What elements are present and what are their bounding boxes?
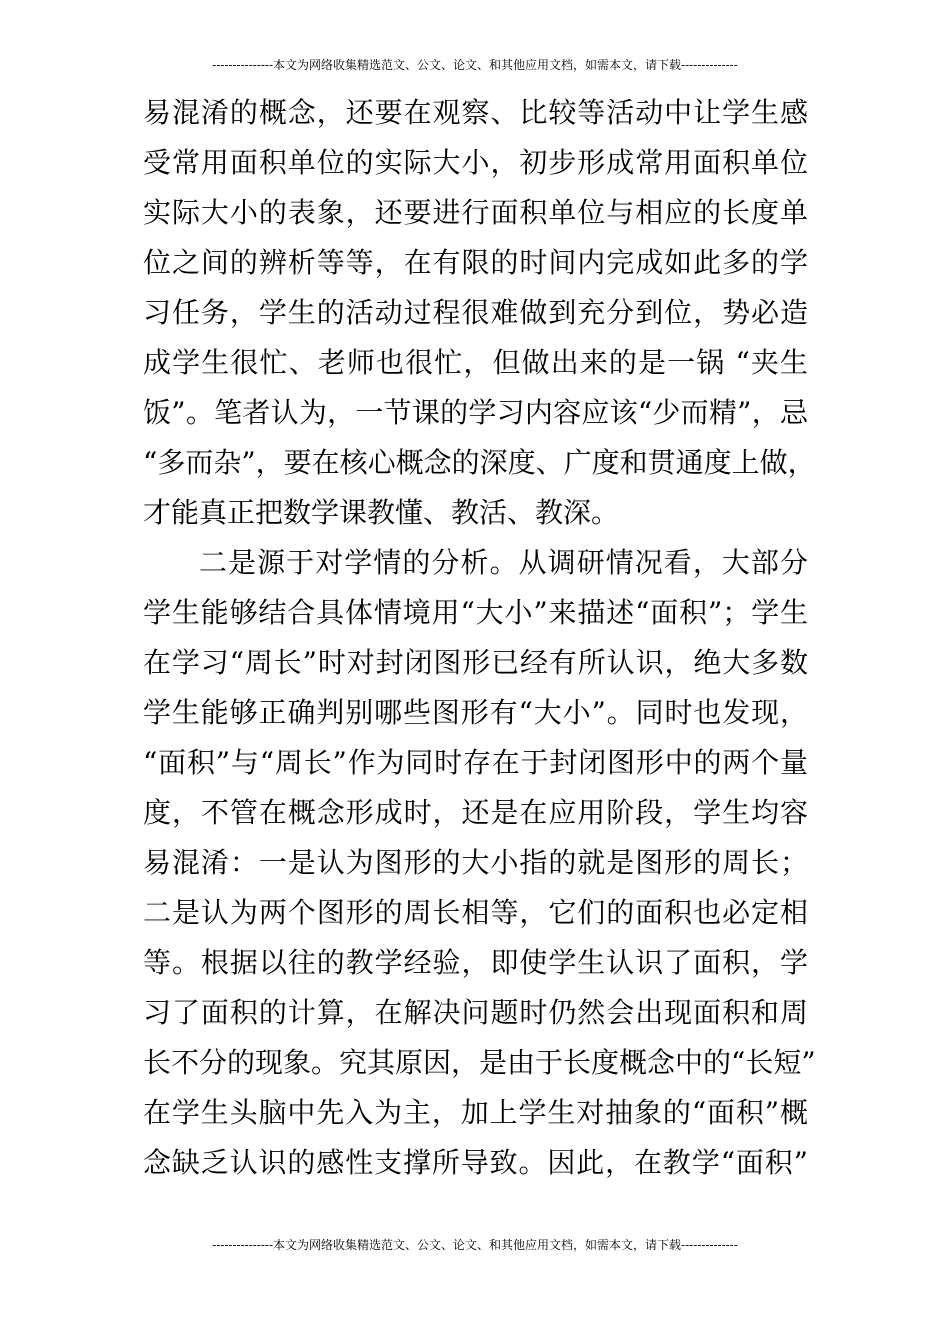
text-line: “面积”与“周长”作为同时存在于封闭图形中的两个量	[143, 746, 808, 779]
text-line: 长不分的现象。究其原因，是由于长度概念中的“长短”	[143, 1046, 816, 1079]
text-line: 易混淆：一是认为图形的大小指的就是图形的周长；	[143, 846, 808, 879]
footer-banner: ---------------本文为网络收集精选范文、公文、论文、和其他应用文档，如需本文，请下载--------------	[212, 1238, 738, 1252]
text-line: 位之间的辨析等等，在有限的时间内完成如此多的学	[143, 246, 808, 279]
paragraph-end-line: 才能真正把数学课教懂、教活、教深。	[143, 496, 620, 529]
text-line: 实际大小的表象，还要进行面积单位与相应的长度单	[143, 196, 808, 229]
text-line: 度，不管在概念形成时，还是在应用阶段，学生均容	[143, 796, 808, 829]
text-line: 习了面积的计算，在解决问题时仍然会出现面积和周	[143, 996, 808, 1029]
text-line: 易混淆的概念，还要在观察、比较等活动中让学生感	[143, 96, 808, 129]
text-line: 受常用面积单位的实际大小，初步形成常用面积单位	[143, 146, 808, 179]
header-banner: ---------------本文为网络收集精选范文、公文、论文、和其他应用文档，如需本文，请下载--------------	[212, 58, 738, 72]
text-line: 饭”。笔者认为，一节课的学习内容应该“少而精”，忌	[143, 396, 808, 429]
text-line: 习任务，学生的活动过程很难做到充分到位，势必造	[143, 296, 808, 329]
text-line: 在学生头脑中先入为主，加上学生对抽象的“面积”概	[143, 1096, 808, 1129]
body-text	[143, 88, 816, 1188]
text-line: 成学生很忙、老师也很忙，但做出来的是一锅 “夹生	[143, 346, 808, 379]
text-line: 在学习“周长”时对封闭图形已经有所认识，绝大多数	[143, 646, 808, 679]
text-line: 念缺乏认识的感性支撑所导致。因此，在教学“面积”	[143, 1146, 808, 1179]
text-line: 学生能够结合具体情境用“大小”来描述“面积”；学生	[143, 596, 808, 629]
text-line: 二是认为两个图形的周长相等，它们的面积也必定相	[143, 896, 808, 929]
text-line: 等。根据以往的教学经验，即使学生认识了面积，学	[143, 946, 808, 979]
text-line: 学生能够正确判别哪些图形有“大小”。同时也发现，	[143, 696, 808, 729]
paragraph-start-line: 二是源于对学情的分析。从调研情况看，大部分	[199, 546, 808, 579]
text-line: “多而杂”，要在核心概念的深度、广度和贯通度上做，	[143, 446, 816, 479]
